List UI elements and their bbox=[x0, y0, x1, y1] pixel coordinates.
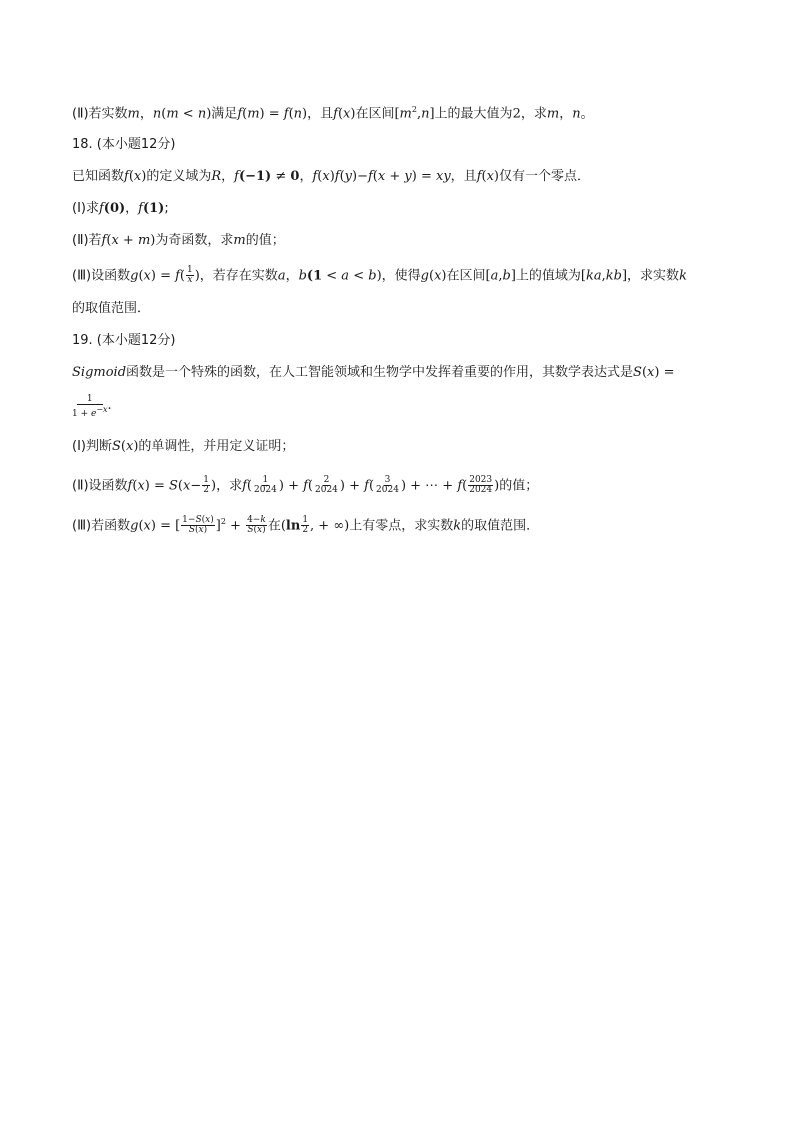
text: 上的最大值为 bbox=[434, 106, 513, 122]
text: ，求实数 bbox=[627, 268, 680, 284]
q19-part2: (Ⅱ)设函数f(x) = S(x− $\frac{1}{2}$ )，求f( $\frac{1}{2024}$ ) + f( $\frac{2}{2024}$ ) + f( $\frac{3}{2024}$ ) + ⋯ + f( $\frac{2023}{2024}$ )的值； bbox=[72, 475, 539, 496]
text: 的值； bbox=[499, 478, 539, 494]
q18-heading: 18. (本小题12分) bbox=[72, 137, 176, 152]
text: ，且 bbox=[450, 169, 477, 184]
q17-part2-line: (Ⅱ)若实数m，n(m < n)满足f(m) = f(n)，且f(x)在区间$[m^2,n]$上的最大值为2，求m，n。 bbox=[72, 105, 594, 122]
text: (Ⅱ)若 bbox=[72, 233, 102, 248]
q19-heading: 19. (本小题12分) bbox=[72, 333, 176, 348]
text: ，求 bbox=[520, 106, 547, 122]
q19-sigmoid-formula: $\frac{1}{1 + e^{-x}}$ . bbox=[72, 394, 112, 419]
text: (Ⅲ)若函数 bbox=[72, 518, 131, 534]
text: 在区间 bbox=[446, 268, 486, 284]
text: 的取值范围． bbox=[461, 518, 540, 534]
text: ，若存在实数 bbox=[199, 268, 278, 284]
text: ，且 bbox=[307, 106, 334, 122]
text: (Ⅲ)设函数 bbox=[72, 268, 131, 284]
text: (Ⅱ)若实数 bbox=[72, 106, 128, 122]
text: 函数是一个特殊的函数，在人工智能领域和生物学中发挥着重要的作用，其数学表达式是 bbox=[126, 365, 634, 380]
text: 的定义域为 bbox=[146, 169, 212, 184]
text: 满足 bbox=[211, 106, 238, 122]
text: 在区间 bbox=[355, 106, 395, 122]
q19-part1: (Ⅰ)判断S(x)的单调性，并用定义证明； bbox=[72, 439, 295, 454]
text: 上的值域为 bbox=[515, 268, 581, 284]
q18-part3-cont: 的取值范围． bbox=[72, 301, 151, 316]
q19-part3: (Ⅲ)若函数g(x) = [ $\frac{1-S(x)}{S(x)}$ ]$^2$ + $\frac{4-k}{S(x)}$ 在(ln $\frac{1}{2}$ , + ∞)上有零点，求实数k的取值范围． bbox=[72, 515, 540, 536]
text: 在 bbox=[267, 518, 281, 534]
text: (Ⅰ)判断 bbox=[72, 439, 112, 454]
q18-part1: (Ⅰ)求f(0)，f(1); bbox=[72, 201, 169, 216]
q18-stem: 已知函数f(x)的定义域为R，f(−1) ≠ 0，f(x)f(y)−f(x + y) = xy，且f(x)仅有一个零点． bbox=[72, 169, 591, 184]
text: 的值； bbox=[245, 233, 285, 248]
q18-part2: (Ⅱ)若f(x + m)为奇函数，求m的值； bbox=[72, 233, 285, 248]
q18-part3: (Ⅲ)设函数g(x) = f( $\frac{1}{x}$ )，若存在实数a，b(1 < a < b)，使得g(x)在区间[a,b]上的值域为[ka,kb]，求实数k bbox=[72, 265, 687, 286]
text: 的单调性，并用定义证明； bbox=[138, 439, 295, 454]
text: ，求 bbox=[216, 478, 243, 494]
sigmoid-term: Sigmoid bbox=[72, 365, 127, 380]
text: 仅有一个零点． bbox=[499, 169, 591, 184]
text: (Ⅰ)求 bbox=[72, 201, 99, 216]
text: 。 bbox=[580, 106, 594, 122]
text: ，使得 bbox=[381, 268, 421, 284]
text: 上有零点，求实数 bbox=[349, 518, 454, 534]
text: (Ⅱ)设函数 bbox=[72, 478, 128, 494]
text: ， bbox=[221, 169, 235, 184]
text: 为奇函数，求 bbox=[155, 233, 234, 248]
q19-stem: Sigmoid函数是一个特殊的函数，在人工智能领域和生物学中发挥着重要的作用，其数学表达式是S(x) = bbox=[72, 365, 675, 380]
text: 已知函数 bbox=[72, 169, 125, 184]
